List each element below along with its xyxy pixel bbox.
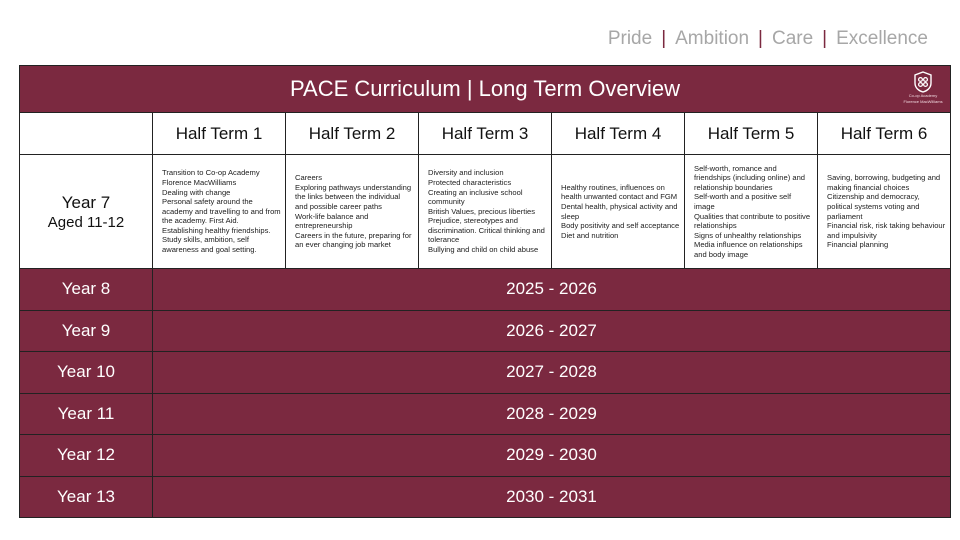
co-op-logo-icon xyxy=(913,71,933,93)
topic-item: Personal safety around the academy and travelling to and from the academy. First Aid. xyxy=(162,197,281,226)
half-term-2-topics xyxy=(286,155,419,269)
academic-period: 2030 - 2031 xyxy=(153,476,951,518)
topic-item: Diet and nutrition xyxy=(561,230,619,240)
value-excellence: Excellence xyxy=(836,28,928,49)
topic-item: Prejudice, stereotypes and discrimination. Critical thinking and tolerance xyxy=(428,216,545,245)
topic-item: Protected characteristics xyxy=(428,177,512,187)
value-care: Care xyxy=(771,28,814,49)
year-label: Year 8 xyxy=(20,269,153,311)
topic-item: Creating an inclusive school community xyxy=(428,187,523,207)
topic-item: Body positivity and self acceptance xyxy=(561,221,680,231)
half-term-header: Half Term 2 xyxy=(286,113,419,155)
academic-period: 2026 - 2027 xyxy=(153,310,951,352)
logo-line-1: Co-op Academy xyxy=(908,93,938,98)
year-label: Year 13 xyxy=(20,476,153,518)
topic-item: Careers xyxy=(295,173,323,183)
year-7-label-cell xyxy=(20,155,153,269)
half-term-6-topics xyxy=(818,155,951,269)
year-label: Year 11 xyxy=(20,393,153,435)
year-label: Year 7 xyxy=(61,192,111,212)
topic-item: British Values, precious liberties xyxy=(428,206,536,216)
topic-item: Saving, borrowing, budgeting and making financial choices xyxy=(827,173,941,192)
topic-item: Citizenship and democracy, political systems voting and parliament xyxy=(827,192,920,221)
year-label: Year 12 xyxy=(20,435,153,477)
topic-item: Exploring pathways understanding the links between the individual and possible career paths xyxy=(295,182,412,211)
topic-item: Work-life balance and entrepreneurship xyxy=(295,211,369,231)
half-term-header-row xyxy=(20,113,951,155)
year-11-row xyxy=(20,393,951,435)
corner-cell xyxy=(20,113,153,155)
year-8-row xyxy=(20,269,951,311)
topic-item: Qualities that contribute to positive relationships xyxy=(694,211,811,231)
values-separator: | xyxy=(758,28,763,49)
curriculum-overview-table xyxy=(19,65,951,518)
topic-item: Diversity and inclusion xyxy=(428,168,504,178)
topic-item: Financial risk, risk taking behaviour and impulsivity xyxy=(827,221,946,240)
topic-item: Self-worth, romance and friendships (including online) and relationship boundaries xyxy=(694,163,806,192)
topic-item: Careers in the future, preparing for an ever changing job market xyxy=(295,230,412,250)
topic-item: Financial planning xyxy=(827,240,889,250)
topic-item: Establishing healthy friendships. xyxy=(162,225,271,235)
topic-item: Study skills, ambition, self awareness and goal setting. xyxy=(162,235,257,255)
topic-item: Florence MacWilliams xyxy=(162,177,237,187)
academic-period: 2027 - 2028 xyxy=(153,352,951,394)
half-term-4-topics xyxy=(552,155,685,269)
year-12-row xyxy=(20,435,951,477)
half-term-header: Half Term 3 xyxy=(419,113,552,155)
academic-period: 2025 - 2026 xyxy=(153,269,951,311)
year-10-row xyxy=(20,352,951,394)
page-title: PACE Curriculum | Long Term Overview xyxy=(289,76,681,101)
academy-logo xyxy=(902,71,944,109)
topic-item: Transition to Co-op Academy xyxy=(162,168,260,178)
values-separator: | xyxy=(822,28,828,49)
topic-item: Dental health, physical activity and sleep xyxy=(561,201,678,221)
values-separator: | xyxy=(661,28,667,49)
year-7-row xyxy=(20,155,951,269)
topic-item: Healthy routines, influences on health unwanted contact and FGM xyxy=(561,182,678,202)
year-9-row xyxy=(20,310,951,352)
logo-line-2: Florence MacWilliams xyxy=(903,98,943,104)
year-label: Year 9 xyxy=(20,310,153,352)
topic-item: Self-worth and a positive self image xyxy=(694,192,792,211)
half-term-1-topics xyxy=(153,155,286,269)
half-term-header: Half Term 6 xyxy=(818,113,951,155)
age-range-label: Aged 11-12 xyxy=(47,213,125,231)
title-row xyxy=(20,66,951,113)
year-label: Year 10 xyxy=(20,352,153,394)
title-banner xyxy=(20,66,951,113)
half-term-header: Half Term 1 xyxy=(153,113,286,155)
topic-item: Signs of unhealthy relationships xyxy=(694,230,802,240)
topic-item: Media influence on relationships and body image xyxy=(694,240,803,259)
half-term-header: Half Term 4 xyxy=(552,113,685,155)
topic-item: Dealing with change xyxy=(162,187,231,197)
value-ambition: Ambition xyxy=(675,28,750,49)
school-values xyxy=(608,28,928,50)
topic-item: Bullying and child on child abuse xyxy=(428,245,539,255)
value-pride: Pride xyxy=(607,28,653,49)
academic-period: 2028 - 2029 xyxy=(153,393,951,435)
half-term-5-topics xyxy=(685,155,818,269)
year-13-row xyxy=(20,476,951,518)
half-term-header: Half Term 5 xyxy=(685,113,818,155)
academic-period: 2029 - 2030 xyxy=(153,435,951,477)
half-term-3-topics xyxy=(419,155,552,269)
